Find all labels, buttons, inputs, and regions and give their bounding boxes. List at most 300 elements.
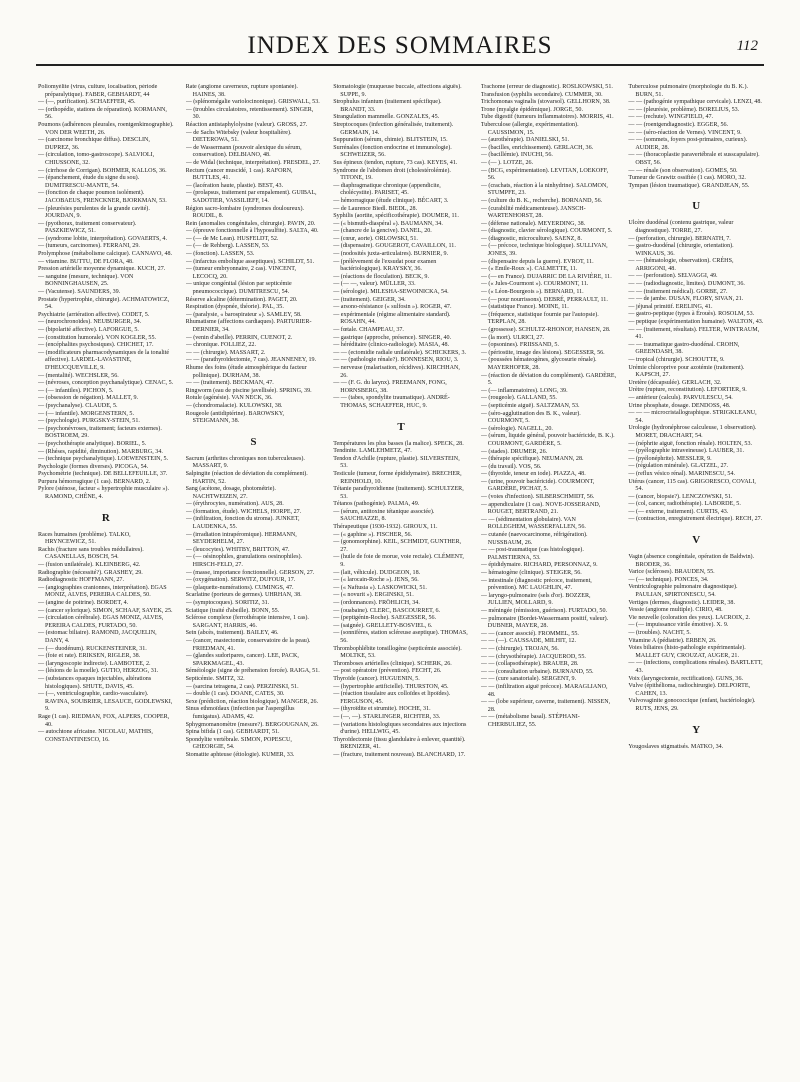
index-entry: — (mentalité). WECHSLER, 56. bbox=[38, 372, 119, 379]
index-entry: — — (traitement). BECKMAN, 47. bbox=[185, 380, 274, 387]
index-entry: — (cancer, mastectomie, conservatoire de la peau). FRIEDMAN, 41. bbox=[185, 637, 311, 652]
index-entry: — (venin d'abeille). PERRIN, CUENOT, 2. bbox=[185, 334, 293, 341]
index-entry: — nerveuse (malarisation, récidives). KIRCHHAN, 26. bbox=[333, 364, 460, 379]
index-entry: — (— en France). DUJARRIC DE LA RIVIÈRE, 11. bbox=[480, 273, 612, 280]
index-entry: Psychiatrie (arriération affective). CODET, 5. bbox=[38, 311, 150, 318]
index-entry: — (bipolarité affective). LAFORGUE, 5. bbox=[38, 327, 139, 333]
index-entry: — (« Naftusia »). LASKOWICKI, 51. bbox=[333, 584, 427, 591]
index-entry: — (« bismuth-diaspéral »). BAUMANN, 34. bbox=[333, 220, 443, 227]
index-entry: — (périostite, image des lésions). SEGESSER, 56. bbox=[480, 349, 605, 356]
index-entry: — — rénale (son observation). GOMES, 50. bbox=[628, 167, 738, 174]
index-entry: — — (roentgendiagnostic). EGGER, 56. bbox=[628, 121, 729, 128]
index-entry: — (culture du B. K., recherche). BORNAND, 56. bbox=[480, 197, 603, 204]
index-entry: Suppuration (sérum, chimie). BLITSTEIN, 15. bbox=[333, 137, 448, 144]
section-letter: T bbox=[397, 420, 405, 433]
index-entry: — (nodosités juxta-articulaires). BURNIER, 9. bbox=[333, 251, 449, 258]
index-entry: — (infarctus embolique asseptiques). SCHILDT, 51. bbox=[185, 258, 315, 265]
index-entry: — peptique (expérimentation humaine). WALTON, 43. bbox=[628, 319, 764, 326]
index-entry: — — (infections, complications rénales). BARTLETT, 43. bbox=[628, 660, 763, 674]
index-entry: — (statistique France). MOINE, 11. bbox=[480, 304, 569, 311]
index-entry: — méningée (rémission, guérison). FURTADO, 50. bbox=[480, 607, 608, 614]
index-entry: Stomatologie (muqueuse buccale, affections aiguës). SUPPE, 9. bbox=[333, 84, 462, 98]
index-entry: — (sonnifères, station scléreuse aseptique). THOMAS, 56. bbox=[333, 630, 468, 644]
index-entry: Scarlatine (porteurs de germes). UHRHAN, 38. bbox=[185, 592, 302, 599]
index-entry: — — (pathogénie sympathique cervicale). LENZI, 48. bbox=[628, 99, 762, 106]
index-entry: Prolymphose (métabolisme calcique). CANNAVO, 48. bbox=[38, 251, 173, 258]
index-entry: — — (sédimentation globulaire). VAN ROLLEGHEM, WASSERFALLEN, 56. bbox=[480, 516, 586, 531]
index-entry: — (pleurésies purulentes de la grande cavité). JOURDAN, 9. bbox=[38, 205, 150, 220]
index-entry: — (« larocain-Roche »). JENS, 56. bbox=[333, 577, 419, 584]
index-entry: Trichomonas vaginalis (stovarsol). GELLHORN, 38. bbox=[480, 99, 611, 106]
index-entry: — — (thoracoplastie paravertébrale et susscapulaire). OBST, 56. bbox=[628, 152, 760, 166]
index-entry: Trachome (erreur de diagnostic). ROSLKOWSKI, 51. bbox=[480, 84, 613, 90]
index-entry: Tétanos (pathogénie). PALMA, 49. bbox=[333, 501, 420, 508]
index-entry: — (thyroïdite et strumite). HOCHE, 31. bbox=[333, 706, 431, 713]
index-entry: — — (infiltration aiguë précoce). MARAGLIANO, 48. bbox=[480, 683, 608, 698]
index-entry: — (« novurit »). ERGINSKI, 51. bbox=[333, 592, 414, 599]
index-entry: Stomatite aphteuse (étiologie). KUMER, 33. bbox=[185, 751, 295, 758]
index-entry: — — (séro-réaction de Vernes). VINCENT, 9. bbox=[628, 129, 742, 136]
index-entry: — vitamine. BUTTU, DE FLORA, 48. bbox=[38, 258, 134, 265]
index-entry: Poliomyélite (virus, culture, localisation, période préparalytique). FABER, GEBHARDT, 44 bbox=[38, 84, 158, 98]
index-entry: Radiographie (nécessité?). GRASHEY, 29. bbox=[38, 569, 143, 576]
index-entry: — cutanée (naevocarcinome, réfrigération). NUSSBAUM, 26. bbox=[480, 532, 588, 546]
index-entry: — (cœur, aorte). ORLOWSKI, 51. bbox=[333, 235, 418, 242]
index-entry: — (oxygénation). SERWITZ, DUFOUR, 17. bbox=[185, 577, 296, 584]
index-entry: Sacrum (arthrites chroniques non tuberculeuses). MASSART, 9. bbox=[185, 455, 305, 470]
index-entry: — (gonomorphine). KEIL, SCHMIDT, GUNTHER, 27. bbox=[333, 539, 462, 553]
index-entry: Yougoslaves stigmatisés. MATKO, 34. bbox=[628, 743, 724, 750]
index-entry: — (dispensaire). GOUGEROT, CAVAILLON, 11. bbox=[333, 243, 456, 250]
index-entry: — (psychologie). PURGSKY-STEIN, 51. bbox=[38, 418, 140, 425]
index-entry: — (col, cancer, radiothérapie). LABORDE, 5. bbox=[628, 501, 741, 508]
index-entry: Vie neuvelle (coloration des yeux). LACROIX, 2. bbox=[628, 614, 751, 621]
index-entry: — (rougeole). GALLAND, 55. bbox=[480, 395, 557, 402]
index-entry: — antérieur (calculs). PARVULESCU, 54. bbox=[628, 394, 733, 401]
index-entry: — (BCG, expérimentation). LEVITAN, LOEKOFF, 56. bbox=[480, 167, 609, 182]
index-entry: — post opératoire (prévention). FECHT, 26. bbox=[333, 668, 442, 675]
index-entry: — (substances opaques injectables, altérations histologiques). SHUTE, DAVIS, 45. bbox=[38, 675, 152, 690]
index-entry: — — (—). CAUSSADE, MILHIT, 12. bbox=[480, 638, 576, 645]
index-entry: Utérus (cancer, 115 cas). GRIGORESCO, COVALI, 54. bbox=[628, 478, 756, 493]
index-entry: Sphygmomanomètre (mesure?). BERGOUGNAN, 26. bbox=[185, 721, 319, 728]
index-entry: Psychométrie (technique). DE BELLEFEUILLE, 37. bbox=[38, 471, 168, 478]
index-entry: — (— technique). PONCES, 34. bbox=[628, 576, 709, 583]
index-entry: — — (consultation urbaine). BURNAND, 55. bbox=[480, 668, 594, 675]
index-entry: — (irradiation intrapéromique). HERMANN, SEYDERHELM, 27. bbox=[185, 531, 297, 546]
index-entry: — (— externe, traitement). CURTIS, 43. bbox=[628, 508, 729, 515]
index-entry: Spondylite vertébrale. SIMON, POPESCU, GHEORGIE, 54. bbox=[185, 736, 292, 751]
index-entry: — (séro-agglutination des B. K., valeur). COURMONT, 5. bbox=[480, 410, 581, 425]
index-entry: — (diagnostic, microculture). SAENZ, 8. bbox=[480, 235, 582, 242]
index-entry: — — (traitement, résultats). FELTER, WINTRAUM, 41. bbox=[628, 326, 760, 341]
index-entry: — (— infantiles). PICHON, 5. bbox=[38, 387, 114, 394]
index-entry: — double (1 cas). DOANE, CATES, 30. bbox=[185, 691, 285, 698]
index-entry: — (« Jules-Courmont »). COURMONT, 11. bbox=[480, 281, 589, 288]
index-entry: — laryngo-pulmonaire (sels d'or). BOZZER, JULLIEN, MOLLARD, 9. bbox=[480, 592, 591, 607]
index-entry: — (fréquence, statistique fournie par l'autopsie). TERPLAN, 28. bbox=[480, 311, 599, 326]
index-entry: Pression artérielle moyenne dynamique. KUCH, 27. bbox=[38, 266, 166, 273]
index-entry: — fœtale. CHAMPEAU, 37. bbox=[333, 327, 404, 333]
page-header bbox=[36, 30, 764, 66]
index-entry: — héréditaire (clinico-radiologie). MASIA, 48. bbox=[333, 342, 450, 349]
index-entry: — (érythrocytes, numération). AUS, 28. bbox=[185, 501, 284, 508]
index-entry: — (traitement). GEIGER, 34. bbox=[333, 296, 406, 303]
index-entry: Rotule (agénésie). VAN NECK, 36. bbox=[185, 395, 273, 402]
index-entry: — (— précoce, technique biologique). SULLIVAN, JONES, 39. bbox=[480, 243, 608, 258]
index-entry: Uretère (décapsulée). GERLACH, 32. bbox=[628, 379, 722, 386]
index-entry: — (— pour nourrissons). DEBRÉ, PERRAULT, 11. bbox=[480, 296, 608, 303]
index-entry: — (« gaphine »). FISCHER, 56. bbox=[333, 531, 413, 538]
index-entry: — (du travail). VOS, 56. bbox=[480, 463, 542, 470]
index-entry: — (pyélographie intraveineuse). LAUBER, 31. bbox=[628, 448, 744, 455]
index-entry: — (épreuve fonctionnelle à l'hyposulfite). SALTA, 40. bbox=[185, 228, 319, 235]
index-entry: — (cancer sylorique). SIMON, SCHAAF, SAYEK, 25. bbox=[38, 607, 173, 614]
index-entry: Tétanie parathyroïdienne (traitement). SCHULTZER, 53. bbox=[333, 486, 464, 500]
index-entry: — (hypertrophie artificielle). THURSTON, 45. bbox=[333, 683, 449, 690]
index-entry: Poumons (adhérences pleurales, roentgenkimographie). VON DER WEETH, 26. bbox=[38, 121, 174, 136]
index-entry: Urètre (rupture, reconstitution). LEFORTIER, 9. bbox=[628, 387, 747, 394]
index-entry: Septicémie. SMITZ, 32. bbox=[185, 675, 245, 682]
index-entry: — — — microcristallographique. STRIGKLEANU, 54. bbox=[628, 410, 757, 424]
index-entry: — (glandes sudoripares, cancer). LEE, PACK, SPARKMAGEL, 43. bbox=[185, 653, 299, 667]
index-entry: Respiration (dyspnée, théorie). PAL, 35. bbox=[185, 304, 284, 311]
index-entry: Transfusion (syphilis secondaire). CUMMER, 30. bbox=[480, 91, 603, 98]
index-entry: Séméiologie (signe de préhension forcée). RAIGA, 51. bbox=[185, 668, 320, 675]
index-entry: — (modificateurs pharmacodynamiques de la tonalité affective). LARDEL-LAVASTINE, D'HEUCQUEVILLE, 9. bbox=[38, 349, 170, 371]
index-entry: Voies biliaires (histo-pathologie expérimentale). MALLET GUY, CROUZAT, AUGER, 21. bbox=[628, 645, 746, 659]
index-entry: — — (perforation). SELVAGGI, 49. bbox=[628, 273, 718, 280]
index-entry: — arsono-résistance (« sulfosin »). ROGER, 47. bbox=[333, 304, 452, 311]
index-entry: Trone (myalgie épidémique). JORGE, 50. bbox=[480, 106, 583, 113]
index-entry: Tube digestif (tumeurs inflammatoires). MORRIS, 41. bbox=[480, 114, 614, 121]
index-entry: Rage (1 cas). RIEDMAN, FOX, ALPERS, COOPER, 40. bbox=[38, 713, 170, 728]
index-entry: — hémorragique (étude clinique). BÉCART, 3. bbox=[333, 197, 449, 204]
index-entry: — appendiculaire (1 cas). NOVE-JOSSERAND, ROUGET, BERTRAND, 21. bbox=[480, 501, 601, 516]
index-entry: Radiodiagnostic HOFFMANN, 27. bbox=[38, 577, 124, 584]
index-entry: — — (lobe supérieur, caverne, traitement). NISSEN, 28. bbox=[480, 699, 611, 713]
index-entry: Réaction antistaphylolysine (valeur). GROSS, 27. bbox=[185, 121, 308, 128]
index-entry: Vessie (angiome multiple). CIRIO, 48. bbox=[628, 607, 723, 614]
index-entry: — (— de Rehberg). LASSEN, 53. bbox=[185, 243, 270, 250]
index-entry: — (masse, importance fonctionnelle). GERSON, 27. bbox=[185, 569, 315, 576]
index-entry: — (thyroïde, teneur en iode). PIAZZA, 48. bbox=[480, 471, 586, 478]
index-entry: — (paralysie, « barospirateur »). SAMLEY, 58. bbox=[185, 311, 302, 318]
index-entry: Ringworm (eau de piscine javellisée). SPRING, 39. bbox=[185, 387, 312, 394]
index-entry: Testicule (tumeur, forme épididymaire). BRECHER, REINHOLD, 10. bbox=[333, 470, 462, 485]
index-entry: — expérimentale (régime alimentaire standard). ROSAHN, 44. bbox=[333, 311, 451, 326]
index-entry: — — traumatique gastro-duodénal. CROHN, GREENDASH, 38. bbox=[628, 341, 740, 356]
index-entry: — (— inflammatoires). LONG, 39. bbox=[480, 387, 568, 394]
index-entry: — (troubles circulatoires, retentissement). SINGER, 30. bbox=[185, 106, 314, 121]
index-entry: — (— de Mc Lean). HUSFELDT, 52. bbox=[185, 235, 279, 242]
index-entry: Purpura hémorragique (1 cas). BERNARD, 2. bbox=[38, 478, 151, 485]
index-entry: Vagin (absence congénitale, opération de Baldwin). BRODER, 36. bbox=[628, 554, 755, 568]
index-entry: — (variations histologiques secondaires aux injections d'urine). HELLWIG, 45. bbox=[333, 721, 467, 736]
index-entry: Tendinite. LAMLEHMETZ, 47. bbox=[333, 448, 412, 455]
index-entry: — pulmonaire (Bordet-Wassermann positif, valeur). DUBNER, MAYER, 28. bbox=[480, 615, 609, 630]
index-entry: Rhume des foins (étude atmosphérique du facteur pollinique). DURHAM, 38. bbox=[185, 364, 307, 379]
index-entry: Psychologie (formes diverses). PICOGA, 54. bbox=[38, 463, 149, 470]
index-entry: — de Widal (technique, interprétation). FRESDEL, 27. bbox=[185, 159, 321, 166]
index-entry: — (splénomégalie variolocinonique). GRISWALL, 53. bbox=[185, 99, 320, 106]
index-entry: — — (radiodiagnostic, limites). DUMONT, 36. bbox=[628, 281, 745, 288]
index-entry: Tuberculose pulmonaire (morphologie du B. K.). BURN, 51. bbox=[628, 84, 748, 98]
index-entry: — (leucocytes). WHITBY, BRITTON, 47. bbox=[185, 546, 290, 553]
index-entry: — (grossesse). SCHULTZ-RHONOF, HANSEN, 28. bbox=[480, 327, 611, 333]
index-entry: Ventriculographie pulmonaire diagnostique). PAULIAN, SPIRTONESCU, 54. bbox=[628, 584, 738, 599]
index-entry: — (réactions de floculation). BECK, 9. bbox=[333, 273, 429, 280]
index-entry: — (ordonnances). FRÖHLICH, 34. bbox=[333, 600, 420, 606]
index-entry: Salpingite (réaction de déviation du complément). HARTIN, 52. bbox=[185, 470, 308, 485]
index-entry: — (saignée). GRELLETY-BOSVIEL, 6. bbox=[333, 622, 433, 629]
index-entry: — — (pathologie rénale?). BONNESEN, RIOU, 3. bbox=[333, 357, 459, 364]
index-entry: — (circulation, tomo-gastroscope). SALVIOLI, CHIUSSONE, 32. bbox=[38, 152, 155, 166]
index-entry: — (fusion unilatérale). KLEINBERG, 42. bbox=[38, 562, 141, 569]
index-entry: Vitamine A (pédiatrie). ERBEN, 26. bbox=[628, 637, 717, 644]
index-entry: — (reflux vésico rénal). MARINESCU, 54. bbox=[628, 470, 736, 477]
index-entry: — — (pleurésie, problème). BORELIUS, 53. bbox=[628, 106, 740, 113]
index-entry: Voix (laryngectomie, rectification). GUNS, 36. bbox=[628, 675, 744, 682]
index-entry: — (— oésinophiles, granulations oesinophiles). HIRSCH-FELD, 27. bbox=[185, 554, 303, 569]
index-entry: — (contraction, enregistrement électrique). RECH, 27. bbox=[628, 516, 763, 523]
index-entry: — unique congénital (lésion par septicémie pneumococcique). DUMITRESCU, 54. bbox=[185, 281, 292, 296]
index-entry: — (— infantile). MORGENSTERN, 5. bbox=[38, 410, 134, 417]
index-entry: — (lait, véhicule). DUDGEON, 18. bbox=[333, 569, 421, 576]
index-entry: — (Rhéses, rapidité, diminution). MARBURG, 34. bbox=[38, 448, 163, 455]
index-entry: — (syndrome lobite, interprétation). GOVAERTS, 4. bbox=[38, 235, 167, 242]
index-entry: — de Wassermann (pouvoir alexique du sérum, conservation). DELBIANO, 48. bbox=[185, 144, 302, 159]
index-entry: — — (F. G. du larynx). FREEMANN, FONG, HORNSBERG, 38. bbox=[333, 380, 447, 394]
index-entry: Sclérose complexe (ferrothérapie intensive, 1 cas). SARGANT, HARRIS, 46. bbox=[185, 615, 309, 629]
section-letter: Y bbox=[692, 723, 701, 736]
index-entry: — — (chrysothérapie). JACQUEROD, 55. bbox=[480, 653, 586, 660]
index-entry: — (crachats, réaction à la ninhydrine). SALOMON, STUMPFE, 23. bbox=[480, 182, 608, 197]
index-entry: — (angine de poitrine). BORDET, 4. bbox=[38, 600, 129, 606]
index-entry: Rougeole (antidiptérine). BAROWSKY, STEIGMANN, 38. bbox=[185, 410, 284, 425]
index-entry: Sein (abcès, traitement). BAILEY, 46. bbox=[185, 630, 279, 637]
index-entry: — (défense nationale). MEYERDING, 38. bbox=[480, 220, 586, 227]
index-entry: — (laryngoscopie indirecte). LAMBOTEE, 2. bbox=[38, 660, 151, 667]
index-entry: — (dispensaire depuis la guerre). EVROT, 11. bbox=[480, 258, 594, 265]
index-entry: — (fracture, traitement nouveau). BLANCHARD, 17. bbox=[333, 751, 466, 758]
index-entry: — (sérum, liquide général, pouvoir bactéricide, B. K.). COURMONT, GARDÈRE, 5. bbox=[480, 433, 615, 447]
index-entry: — hématogène (clinique). STEIGER, 56. bbox=[480, 570, 582, 576]
index-entry: — (épanchement, étude du signe du sou). DUMITRESCU-MANTE, 54. bbox=[38, 175, 140, 189]
index-entry: — (chancre de la gencive). DANEL, 20. bbox=[333, 228, 432, 235]
index-entry: — (diagnostic, clavier sérologique). COURMONT, 5. bbox=[480, 228, 613, 235]
index-entry: — (technique psychanalytique). LOEWENSTEIN, 5. bbox=[38, 456, 169, 463]
section-letter: R bbox=[101, 511, 110, 524]
page-title: INDEX DES SOMMAIRES bbox=[247, 32, 553, 59]
index-entry: Tuberculose (allergie, expérimentation). CAUSSIMON, 15. bbox=[480, 121, 579, 136]
index-entry: — (— duodénum). RUCKENSTEINER, 31. bbox=[38, 645, 147, 652]
index-entry: — (poussées hémateogènes, glycosurie rénale). MAYERHOFER, 28. bbox=[480, 357, 597, 371]
index-entry: — (constitution humorale). VON KOGLER, 55. bbox=[38, 334, 157, 341]
section-letter: V bbox=[692, 534, 701, 547]
index-entry: — (stades). DRUMER, 26. bbox=[480, 448, 548, 455]
index-entry: — — (rechute). WINGFIELD, 47. bbox=[628, 114, 714, 121]
index-entry: — — (tabes, spondylite traumatique). ANDRÉ-THOMAS, SCHAEFFER, HUC, 9. bbox=[333, 395, 450, 409]
index-entry: Thyroïde (cancer). HUGUENIN, 5. bbox=[333, 675, 420, 682]
index-entry: Races humaines (problème). TALKO, HRYNCEWICZ, 51. bbox=[38, 531, 131, 546]
index-entry: Streptocoques (infection généralisée, traitement). GERMAIN, 14. bbox=[333, 121, 454, 136]
index-entry: — (opsonines). FRIISSAND, 5. bbox=[480, 342, 560, 349]
index-entry: — diaphragmatique chronique (appendicite, cholécystite). PARISET, 45. bbox=[333, 182, 441, 197]
index-entry: — (névroses, conception psychanalytique). CENAC, 5. bbox=[38, 380, 174, 387]
index-entry: Strangulation mammelle. GONZALES, 45. bbox=[333, 114, 440, 121]
index-entry: Spina bifida (1 cas). GEBHARDT, 51. bbox=[185, 729, 280, 736]
index-entry: Varice (scléroses). BRAUDEN, 55. bbox=[628, 569, 715, 576]
index-entry: — sanguine (mesure, technique). VON BONNINGHAUSEN, 25. bbox=[38, 273, 134, 288]
index-entry: Sciatique (traité d'abeille). BONN, 55. bbox=[185, 607, 280, 614]
index-entry: Vulve (épithélioma, radiochirurgie). DELPORTE, CAHEN, 13. bbox=[628, 683, 751, 697]
index-entry: — tropical (chirurgie). SCHOUTTE, 9. bbox=[628, 357, 725, 363]
index-entry: — (— ). LOTZE, 26. bbox=[480, 159, 534, 166]
index-entry: Ulcère duodénal (contenu gastrique, valeur diagnostique). TORRE, 27. bbox=[628, 220, 734, 234]
index-entry: — — (métabolisme basal). STÉPHANI-CHERBULIEZ, 55. bbox=[480, 714, 580, 728]
index-entry: — (fonction de chaque poumon isolément). JACOBAEUS, FRENCKNER, BJORKMAN, 53. bbox=[38, 190, 167, 204]
index-entry: — (formation, étude). WICHELS, HORPE, 27. bbox=[185, 508, 302, 515]
column-3 bbox=[333, 84, 469, 1056]
index-entry: Syndrome de l'abdomen droit (cholestérolémie). TITONE, 19. bbox=[333, 167, 451, 182]
index-entry: Rein (anomalies congénitales, chirurgie). PAVIN, 20. bbox=[185, 220, 316, 227]
index-entry: — (pyothorax, traitement conservateur). PASZKIEWICZ, 51. bbox=[38, 220, 137, 235]
column-5 bbox=[628, 84, 764, 1056]
index-entry: — (réaction de déviation du complément). GARDÈRE, 5. bbox=[480, 372, 617, 387]
index-entry: — (aurothérapie). DANIELSKI, 51. bbox=[480, 137, 570, 144]
index-entry: — intestinale (diagnostic précoce, traitement, prévention). MC LAUGHLIN, 47. bbox=[480, 577, 592, 592]
index-entry: — (pyélonéphrite). MESSLER, 9. bbox=[628, 455, 712, 462]
index-entry: — (thérapie spécifique). NEUMANN, 28. bbox=[480, 456, 584, 463]
index-entry: — (lacération haute, plastie). BEST, 43. bbox=[185, 182, 284, 189]
index-entry: Surrénales (fonction endocrine et immunologie). SCHWEIZER, 56. bbox=[333, 144, 452, 159]
index-entry: — autochtone africaine. NICOLAU, MATHIS, CONSTANTINESCO, 16. bbox=[38, 729, 153, 743]
index-entry: — chronique. FOLLIEZ, 22. bbox=[185, 342, 256, 349]
index-entry: — (symptocoques). SORITIZ, 31. bbox=[185, 600, 270, 606]
index-entry: — — (chirurgie). TROJAN, 56. bbox=[480, 645, 559, 652]
column-4 bbox=[481, 84, 617, 1056]
index-entry: — — (chirurgie). MASSART, 2. bbox=[185, 349, 266, 356]
index-entry: — (angiographies cranionnes, interprétation). EGAS MONIZ, ALVES, PEREIRA CALDES, 50. bbox=[38, 584, 167, 599]
index-entry: Urémie chloroprive pour azotémie (traitement). KAPSCH, 27. bbox=[628, 364, 745, 379]
index-entry: Températures les plus basses (la malice). SPECK, 28. bbox=[333, 440, 464, 447]
index-entry: — — (parathyroïdectomie, 7 cas). JEANNENEY, 19. bbox=[185, 357, 317, 364]
index-entry: — — post-traumatique (cas histologique). PALMSTIERNA, 53. bbox=[480, 547, 584, 561]
index-entry: — (obsession de négation). MALLET, 9. bbox=[38, 395, 139, 402]
index-entry: — — (ectomidie radiale unilatérale). SCHICKERS, 3. bbox=[333, 349, 467, 356]
index-entry: — — (traitement médical). GORBE, 27. bbox=[628, 288, 728, 295]
index-entry: — — (sommets, foyers post-primaires, curieux). AUDIER, 28. bbox=[628, 137, 748, 151]
index-entry: — gastro-duodénal (chirurgie, orientation). WINKAUS, 36. bbox=[628, 243, 734, 257]
index-entry: Rhumatisme (affections cardiaques). PARTURIER-DERNIER, 34. bbox=[185, 319, 312, 333]
index-entry: — de Sachs Witebsky (valeur hospitalière). DIETEROWA, 51. bbox=[185, 129, 292, 144]
index-entry: — — de jambe. DUSAN, FLORY, SIVAN, 21. bbox=[628, 296, 744, 303]
index-entry: — (régulation minérale). GLATZEL, 27. bbox=[628, 463, 729, 470]
index-entry: Thromboses artérielles (clinique). SCHERK, 26. bbox=[333, 660, 452, 667]
index-entry: Thrombophlébite tonsillogène (septicémie associée). MOLTKE, 53. bbox=[333, 645, 462, 660]
index-entry: Prostate (hypertrophie, chirurgie). ACHMATOWICZ, 54. bbox=[38, 296, 170, 311]
index-entry: — (psychonévroses, traitement; facteurs externes). BOSTROEM, 29. bbox=[38, 425, 162, 440]
index-entry: — (bacilles, enrichissement). GERLACH, 36. bbox=[480, 144, 594, 151]
index-entry: — (lésions de la moelle). GUTIO, HERZOG, 31. bbox=[38, 668, 159, 675]
index-entry: — — (hématologie, observation). CRÉHS, ARRIGONI, 48. bbox=[628, 258, 734, 272]
index-entry: — (chondromalacie). KULOWSKI, 38. bbox=[185, 402, 283, 409]
index-entry: Vulvovaginite gonococcique (enfant, bactériologie). RUTS, JENS, 29. bbox=[628, 698, 756, 712]
index-entry: — de Laurence Biedl. BIEDL, 28. bbox=[333, 205, 418, 212]
page-number: 112 bbox=[736, 38, 758, 54]
index-entry: Réserve alcaline (détermination). PAGET, 20. bbox=[185, 296, 298, 303]
index-entry: Vertiges (dermes, diagnostic). LEIDER, 38. bbox=[628, 599, 736, 606]
index-entry: — — (collapsothérapie). BRAUER, 28. bbox=[480, 661, 579, 668]
index-entry: — (Vacutense). SAUNDERS, 39. bbox=[38, 289, 121, 296]
index-entry: — (la mort). ULRICI, 27. bbox=[480, 334, 544, 341]
index-entry: Sus épineux (tendon, rupture, 73 cas). KEYES, 41. bbox=[333, 159, 458, 166]
index-entry: — (prolapsus, traitement par empalement). GUIBAL, SADOTIER, VASSILIEFF, 14. bbox=[185, 190, 317, 204]
index-entry: — (psychanalyse). CLAUDE, 5. bbox=[38, 402, 118, 409]
section-letter: S bbox=[250, 435, 257, 448]
index-entry: — (« Léon-Bourgeois »). BERNARD, 11. bbox=[480, 289, 584, 296]
index-entry: Urine phosphate, dosage. DENDOSS, 48. bbox=[628, 402, 731, 409]
index-entry: — (curabilité médicamenteuse). JANSCH-WARTENHORST, 28. bbox=[480, 205, 586, 220]
index-entry: — gastrique (approche, présence). SINGER, 40. bbox=[333, 334, 452, 341]
index-entry: — (voies d'infection). SILBERSCHMIDT, 56. bbox=[480, 494, 595, 501]
index-entry: — (tumeurs, carcinomes). FERRANI, 29. bbox=[38, 243, 140, 250]
index-entry: — (bacillémie). INUCHI, 56. bbox=[480, 152, 553, 159]
index-entry: — gastro-peptique (types à Érouès). ROSOLM, 53. bbox=[628, 311, 755, 318]
index-entry: — (estomac biliaire). RAMOND, JACQUELIN, DANY, 4. bbox=[38, 630, 157, 644]
index-entry: — — (cancer associé). FROMMEL, 55. bbox=[480, 630, 579, 637]
index-entry: — (psychothérapie analytique). BORIEL, 5. bbox=[38, 440, 147, 447]
index-entry: — (sérologie). MILESHA-SEWOINICKA, 54. bbox=[333, 289, 449, 296]
index-entry: Tendon d'Achille (rupture, plastie). SILVERSTEIN, 53. bbox=[333, 455, 460, 470]
index-entry: — (prélèvement de l'exsudat pour examen bactériologique). KRAYSKY, 36. bbox=[333, 258, 437, 273]
index-entry: — (peptigénin-Roche). SAEGESSER, 56. bbox=[333, 615, 437, 622]
index-entry: — (encéphalites psychosiques). CHICHET, 17. bbox=[38, 342, 154, 349]
index-entry: Rachis (fracture sans troubles médullaires). CASANELLAS, BOSCH, 54. bbox=[38, 546, 144, 561]
index-entry: Région sacro-lombaire (syndromes douloureux). ROUDIL, 8. bbox=[185, 205, 305, 220]
index-entry: Thyroïdectomie (tissu glandulaire à enlever, quantité). BRENIZER, 41. bbox=[333, 736, 466, 751]
index-entry: Pylore (sténose, facteur « hypertrophie musculaire »). RAMOND, CHÊNE, 4. bbox=[38, 486, 169, 501]
index-entry: — (réaction tissulaire aux colloïdes et lipoïdes). FERGUSON, 45. bbox=[333, 691, 451, 705]
index-entry: Sexe (prédiction, réaction biologique). MANGER, 26. bbox=[185, 698, 319, 705]
index-entry: — (—, ventriculographie, cardio-vasculaire). RAVINA, SOUBRIER, LESAUCE, GODLEWSKI, 9. bbox=[38, 691, 173, 713]
index-entry: — jéjunal primitif. ERELING, 41. bbox=[628, 303, 713, 310]
index-entry: Syphilis (aortite, spécificothérapie). DOUMER, 11. bbox=[333, 213, 459, 220]
index-entry: — (sérum, antitoxine tétanique associée). SAUCHIAZZE, 8. bbox=[333, 508, 435, 523]
index-entry: — (perforation, chirurgie). BERNATH, 7. bbox=[628, 235, 731, 242]
index-entry: Tympan (lésion traumatique). GRANDJEAN, 55. bbox=[628, 182, 750, 189]
index-entry: — (troubles). NACHT, 5. bbox=[628, 630, 691, 636]
section-letter: U bbox=[692, 200, 701, 213]
column-1 bbox=[38, 84, 174, 1056]
index-entry: — (fonction). LASSEN, 53. bbox=[185, 251, 255, 258]
index-entry: — (— impuissance virile émotive). X. 9. bbox=[628, 622, 729, 629]
index-entry: — (—, —). STARLINGER, RICHTER, 33. bbox=[333, 713, 441, 720]
index-entry: — (cirrhose de Corrigan). BOHMER, KALLOS, 36. bbox=[38, 167, 167, 174]
index-entry: — (circulation cérébrale). EGAS MONIZ, ALVES, PEREIRA CALDES, FURTADO, 50. bbox=[38, 615, 164, 629]
index-entry: — (carcinome bronchique diffus). DESCLIN, DUPREZ, 36. bbox=[38, 137, 150, 151]
index-entry: — (tumeur embryonnaire, 2 cas). VINCENT, LECOCQ, 20. bbox=[185, 266, 297, 280]
index-entry: — (sarcina tetragena, 2 cas). PERZINSKI, 51. bbox=[185, 683, 299, 690]
index-entry: Urologie (hydronéphrose calculeuse, 1 observation). MORET, DRACHART, 54. bbox=[628, 425, 757, 439]
index-entry: — (neurochronoïdes). NEUBURGER, 34. bbox=[38, 319, 142, 326]
index-entry: — (néphrite aiguë, fonction rénale). HOLTEN, 53. bbox=[628, 440, 753, 447]
index-entry: — (plaquette-numérations). CUMINGS, 47. bbox=[185, 584, 294, 591]
index-entry: Thérapeutique (1930-1932). GIROUX, 11. bbox=[333, 524, 438, 531]
index-entry: — (—, purification). SCHAEFFER, 45. bbox=[38, 99, 136, 106]
index-entry: — (urine, pouvoir bactéricide). COURMONT, GARDÈRE, PICHAT, 5. bbox=[480, 478, 595, 493]
